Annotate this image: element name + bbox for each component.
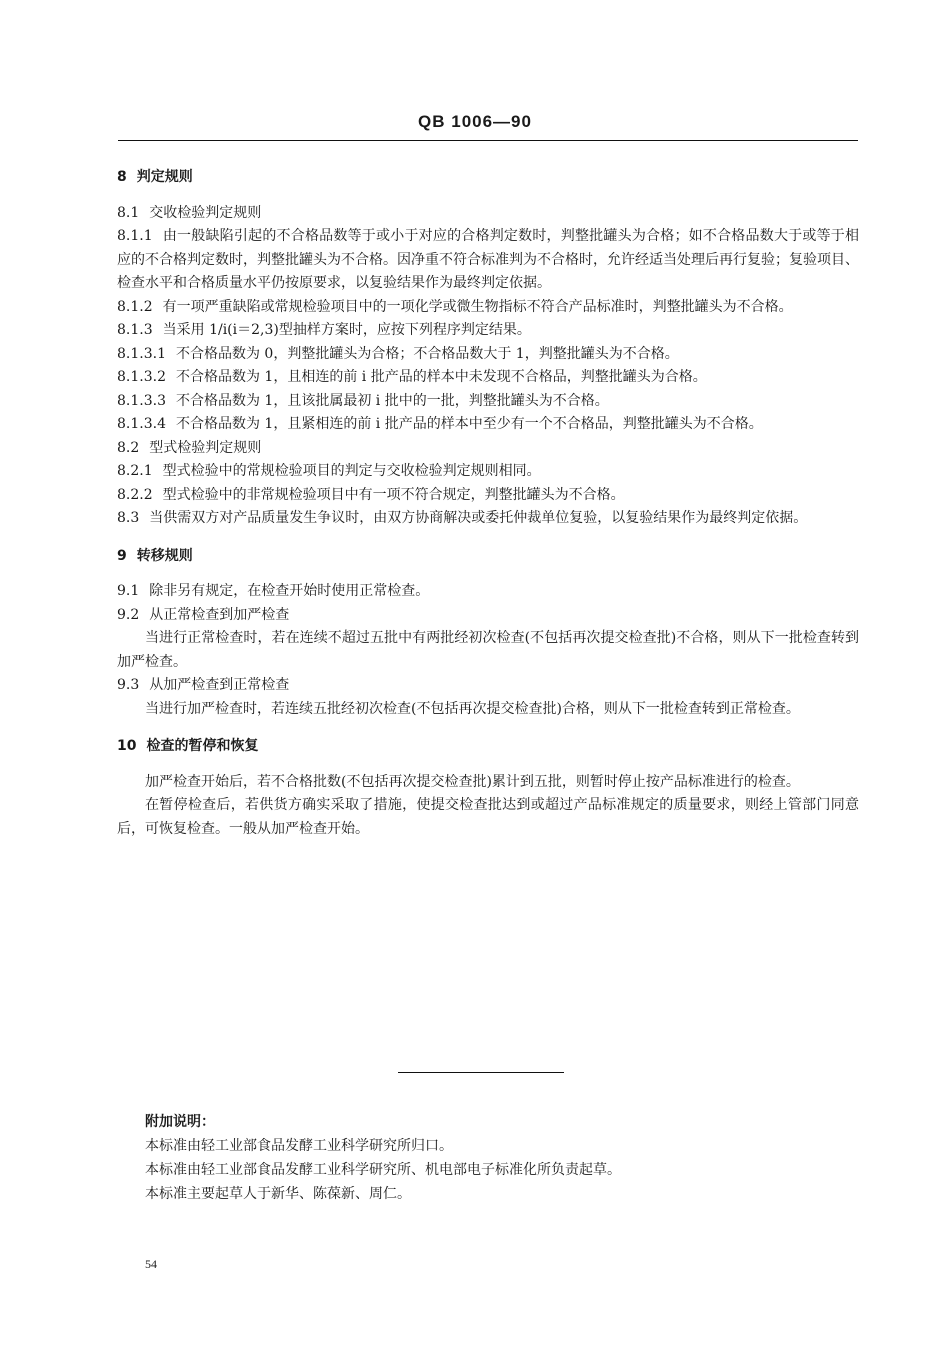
notes-line-3: 本标准主要起草人于新华、陈葆新、周仁。 — [145, 1186, 411, 1202]
notes-title: 附加说明： — [145, 1114, 215, 1130]
clause-9-3-body: 当进行加严检查时，若连续五批经初次检查(不包括再次提交检查批)合格，则从下一批检查转到正常检查。 — [145, 700, 800, 717]
clause-8-3: 8.3 当供需双方对产品质量发生争议时，由双方协商解决或委托仲裁单位复验，以复验结果作为最终判定依据。 — [117, 510, 808, 526]
clause-8-1-3-2: 8.1.3.2 不合格品数为 1，且相连的前 i 批产品的样本中未发现不合格品，判整批罐头为合格。 — [117, 369, 707, 385]
additional-notes — [145, 1110, 621, 1206]
notes-line-1: 本标准由轻工业部食品发酵工业科学研究所归口。 — [145, 1138, 453, 1154]
clause-8-1-3-4: 8.1.3.4 不合格品数为 1，且紧相连的前 i 批产品的样本中至少有一个不合格品，判整批罐头为不合格。 — [117, 416, 763, 432]
clause-9-2-body: 当进行正常检查时，若在连续不超过五批中有两批经初次检查(不包括再次提交检查批)不合格，则从下一批检查转到加严检查。 — [117, 630, 859, 670]
section-9-heading: 9 转移规则 — [117, 547, 193, 564]
section-10-heading: 10 检查的暂停和恢复 — [117, 738, 259, 754]
standard-code-header: QB 1006—90 — [418, 112, 532, 131]
notes-line-2: 本标准由轻工业部食品发酵工业科学研究所、机电部电子标准化所负责起草。 — [145, 1162, 621, 1178]
clause-8-1-3: 8.1.3 当采用 1/i(i＝2,3)型抽样方案时，应按下列程序判定结果。 — [117, 322, 531, 338]
end-of-text-rule — [398, 1072, 564, 1073]
clause-8-1-1: 8.1.1 由一般缺陷引起的不合格品数等于或小于对应的合格判定数时，判整批罐头为合格；如不合格品数大于或等于相应的不合格判定数时，判整批罐头为不合格。因净重不符合标准判为不合格时，允许经适当处理后再行复验；复验项目、检查水平和合格质量水平仍按原要求，以复验结果作为最终判定依据。 — [117, 228, 859, 291]
section-10-paragraph-2: 在暂停检查后，若供货方确实采取了措施，使提交检查批达到或超过产品标准规定的质量要求，则经上管部门同意后，可恢复检查。一般从加严检查开始。 — [117, 797, 859, 837]
clause-9-2: 9.2 从正常检查到加严检查 — [117, 606, 290, 623]
clause-8-2-2: 8.2.2 型式检验中的非常规检验项目中有一项不符合规定，判整批罐头为不合格。 — [117, 486, 625, 503]
clause-8-1-2: 8.1.2 有一项严重缺陷或常规检验项目中的一项化学或微生物指标不符合产品标准时，判整批罐头为不合格。 — [117, 298, 793, 315]
section-10-paragraph-1: 加严检查开始后，若不合格批数(不包括再次提交检查批)累计到五批，则暂时停止按产品标准进行的检查。 — [145, 773, 800, 790]
clause-8-2: 8.2 型式检验判定规则 — [117, 439, 262, 456]
section-8-heading: 8 判定规则 — [117, 169, 193, 185]
page-number: 54 — [145, 1257, 157, 1271]
header-rule — [118, 140, 858, 141]
clause-8-1: 8.1 交收检验判定规则 — [117, 204, 262, 221]
clause-9-1: 9.1 除非另有规定，在检查开始时使用正常检查。 — [117, 583, 430, 599]
clause-8-2-1: 8.2.1 型式检验中的常规检验项目的判定与交收检验判定规则相同。 — [117, 463, 541, 479]
document-body — [117, 166, 859, 841]
clause-9-3: 9.3 从加严检查到正常检查 — [117, 677, 290, 693]
clause-8-1-3-1: 8.1.3.1 不合格品数为 0，判整批罐头为合格；不合格品数大于 1，判整批罐头为不合格。 — [117, 345, 679, 362]
clause-8-1-3-3: 8.1.3.3 不合格品数为 1，且该批属最初 i 批中的一批，判整批罐头为不合格。 — [117, 392, 609, 409]
